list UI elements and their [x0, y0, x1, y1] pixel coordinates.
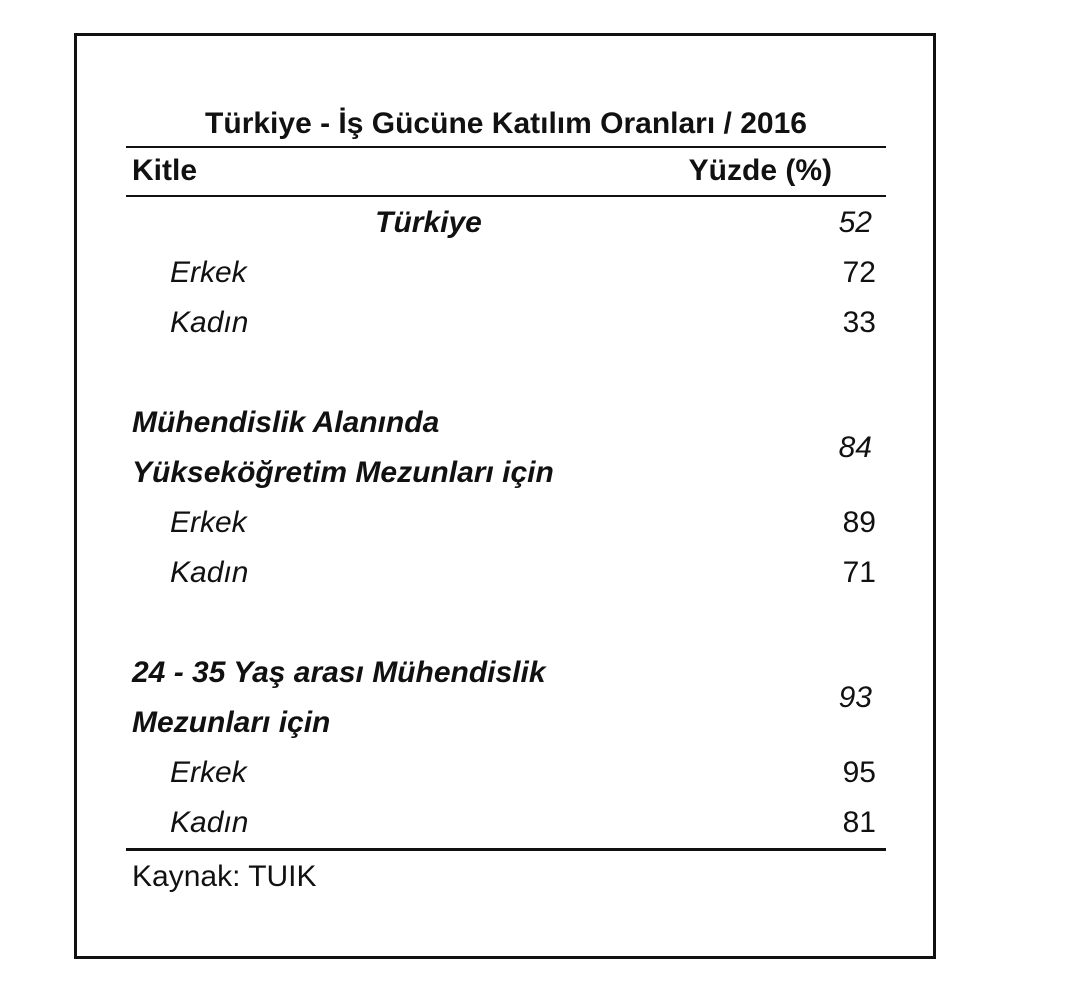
group-title-line-2: Mezunları için [132, 706, 331, 739]
table-row [126, 798, 886, 848]
row-label: Kadın [170, 306, 249, 339]
group-title-line-2: Yükseköğretim Mezunları için [132, 456, 554, 489]
row-value: 81 [842, 806, 876, 839]
column-header-kitle: Kitle [132, 154, 198, 187]
row-value: 72 [842, 256, 876, 289]
row-label: Erkek [170, 756, 247, 789]
row-label: Kadın [170, 556, 249, 589]
table-row [126, 498, 886, 548]
table-row-turkiye [126, 198, 886, 248]
row-label: Erkek [170, 506, 247, 539]
bottom-rule [126, 848, 886, 851]
row-label: Kadın [170, 806, 249, 839]
table-row [126, 298, 886, 348]
table-row [126, 548, 886, 598]
header-rule [126, 195, 886, 197]
group-title-line-1: 24 - 35 Yaş arası Mühendislik [132, 656, 546, 689]
row-value: 33 [842, 306, 876, 339]
table-row [126, 248, 886, 298]
row-value: 71 [842, 556, 876, 589]
row-label: Erkek [170, 256, 247, 289]
group-value: 52 [838, 206, 872, 239]
table-row [126, 748, 886, 798]
row-value: 95 [842, 756, 876, 789]
table-row-engineering-graduates [126, 398, 886, 498]
group-value: 93 [838, 681, 872, 714]
group-title: Türkiye [375, 206, 482, 239]
table-title: Türkiye - İş Gücüne Katılım Oranları / 2016 [205, 107, 807, 140]
source-note: Kaynak: TUIK [132, 860, 317, 893]
group-value: 84 [838, 431, 872, 464]
table-row-young-engineering-graduates [126, 648, 886, 748]
column-header-yuzde: Yüzde (%) [688, 154, 832, 187]
row-value: 89 [842, 506, 876, 539]
group-title-line-1: Mühendislik Alanında [132, 406, 440, 439]
